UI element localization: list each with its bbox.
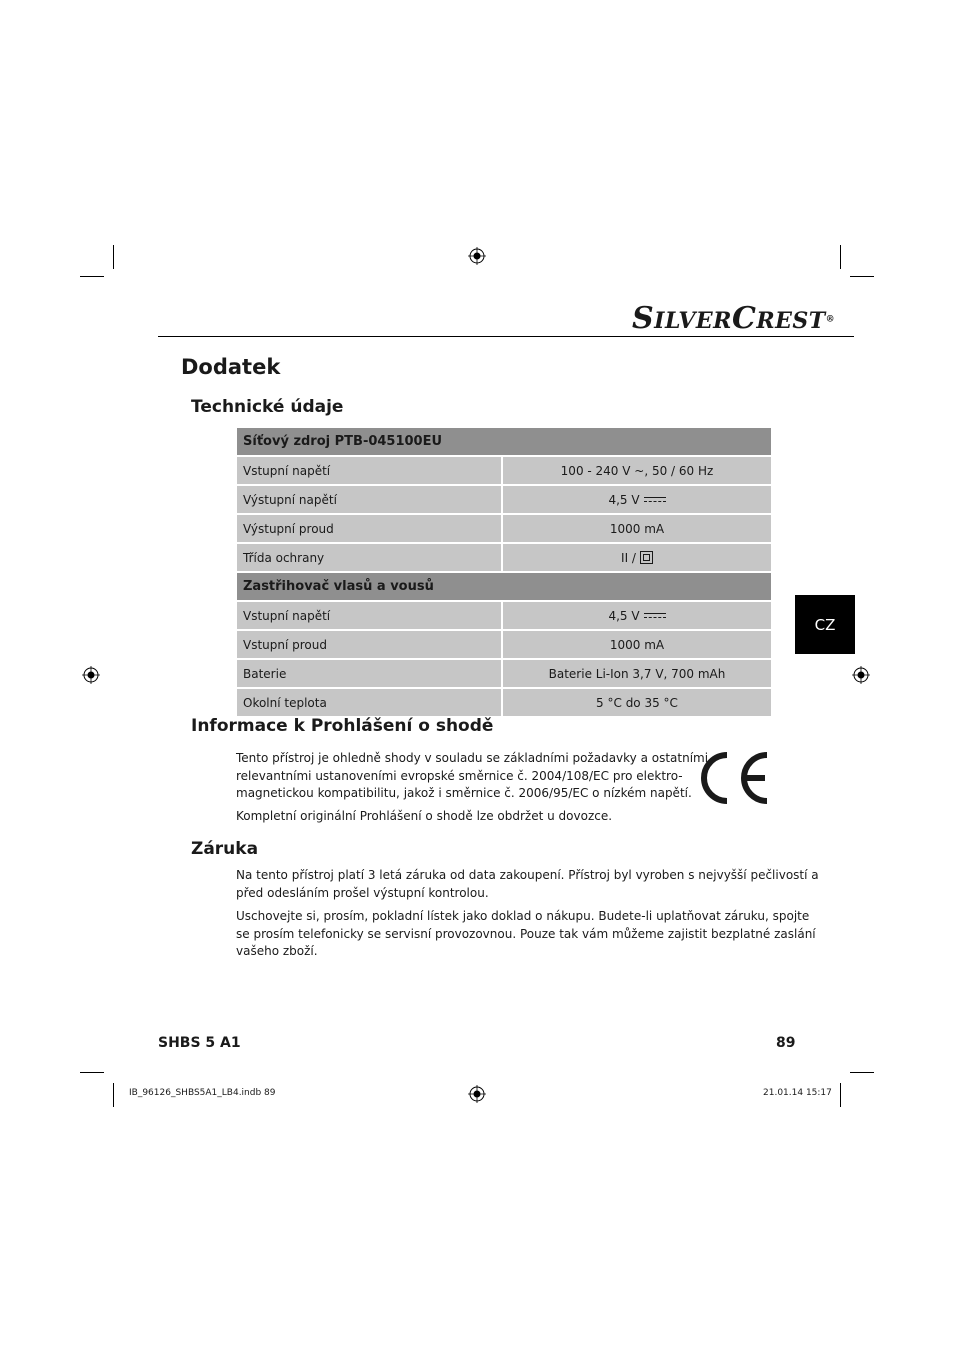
row-label: Vstupní napětí bbox=[237, 457, 501, 484]
specs-table bbox=[237, 428, 771, 718]
print-slug-file: IB_96126_SHBS5A1_LB4.indb 89 bbox=[129, 1088, 276, 1098]
row-value-cell bbox=[503, 486, 771, 513]
registration-mark-icon bbox=[82, 666, 100, 684]
crop-mark bbox=[80, 1072, 104, 1073]
row-label: Výstupní napětí bbox=[237, 486, 501, 513]
text-line: se prosím telefonicky se servisní provozovnou. Pouze tak vám můžeme zajistit bezplatné zaslání bbox=[236, 926, 816, 941]
protection-class-icon bbox=[640, 551, 653, 564]
table-row bbox=[237, 631, 771, 658]
text-line: Tento přístroj je ohledně shody v souladu se základními požadavky a ostatními bbox=[236, 751, 709, 765]
crop-mark bbox=[840, 1083, 841, 1107]
brand-letters: REST bbox=[756, 308, 826, 334]
page-title: Dodatek bbox=[181, 355, 281, 379]
crop-mark bbox=[840, 245, 841, 269]
conformity-note: Kompletní originální Prohlášení o shodě lze obdržet u dovozce. bbox=[236, 809, 613, 823]
row-value: 1000 mA bbox=[503, 515, 771, 542]
language-tab: CZ bbox=[795, 595, 855, 654]
row-value: 100 - 240 V ~, 50 / 60 Hz bbox=[503, 457, 771, 484]
table-row bbox=[237, 660, 771, 687]
row-label: Baterie bbox=[237, 660, 501, 687]
brand-letter: S bbox=[632, 301, 655, 336]
page-number: 89 bbox=[776, 1035, 796, 1051]
table-group-header: Zastřihovač vlasů a vousů bbox=[237, 573, 771, 600]
crop-mark bbox=[850, 1072, 874, 1073]
table-row bbox=[237, 486, 771, 513]
header-rule bbox=[158, 336, 854, 337]
row-label: Třída ochrany bbox=[237, 544, 501, 571]
table-row bbox=[237, 515, 771, 542]
crop-mark bbox=[850, 276, 874, 277]
text-line: relevantními ustanoveními evropské směrnice č. 2004/108/EC pro elektro- bbox=[236, 768, 683, 783]
table-row bbox=[237, 544, 771, 571]
registered-mark: ® bbox=[825, 314, 836, 325]
row-value: 5 °C do 35 °C bbox=[503, 689, 771, 716]
row-value: 1000 mA bbox=[503, 631, 771, 658]
text-line: magnetickou kompatibilitu, jakož i směrnice č. 2006/95/EC o nízkém napětí. bbox=[236, 786, 692, 800]
table-group-header: Síťový zdroj PTB-045100EU bbox=[237, 428, 771, 455]
print-slug-date: 21.01.14 15:17 bbox=[763, 1088, 832, 1098]
brand-letter: C bbox=[731, 301, 757, 336]
crop-mark bbox=[113, 1083, 114, 1107]
dc-symbol-icon bbox=[644, 612, 666, 620]
text-line: vašeho zboží. bbox=[236, 944, 318, 958]
text-line: Uschovejte si, prosím, pokladní lístek jako doklad o nákupu. Budete-li uplatňovat záruku, spojte bbox=[236, 909, 810, 923]
ce-mark-icon bbox=[697, 751, 771, 805]
text-line: před odesláním prošel výstupní kontrolou. bbox=[236, 885, 489, 900]
row-value-cell bbox=[503, 602, 771, 629]
section-heading-tech: Technické údaje bbox=[191, 397, 344, 417]
warranty-paragraph bbox=[236, 867, 819, 902]
row-label: Vstupní napětí bbox=[237, 602, 501, 629]
brand-logo bbox=[632, 301, 835, 335]
section-heading-conformity: Informace k Prohlášení o shodě bbox=[191, 716, 494, 736]
row-label: Vstupní proud bbox=[237, 631, 501, 658]
row-value: Baterie Li-Ion 3,7 V, 700 mAh bbox=[503, 660, 771, 687]
crop-mark bbox=[80, 276, 104, 277]
row-value-cell bbox=[503, 544, 771, 571]
table-row bbox=[237, 689, 771, 716]
registration-mark-icon bbox=[468, 247, 486, 265]
row-value: 4,5 V bbox=[608, 492, 640, 507]
registration-mark-icon bbox=[468, 1085, 486, 1103]
conformity-paragraph bbox=[236, 750, 708, 803]
table-row bbox=[237, 602, 771, 629]
text-line: Na tento přístroj platí 3 letá záruka od data zakoupení. Přístroj byl vyroben s nejvyšší pečlivostí a bbox=[236, 868, 819, 882]
brand-letters: ILVER bbox=[654, 308, 732, 334]
crop-mark bbox=[113, 245, 114, 269]
registration-mark-icon bbox=[852, 666, 870, 684]
row-label: Výstupní proud bbox=[237, 515, 501, 542]
table-row bbox=[237, 457, 771, 484]
warranty-paragraph bbox=[236, 908, 816, 961]
row-value: II / bbox=[621, 550, 636, 565]
row-value: 4,5 V bbox=[608, 608, 640, 623]
dc-symbol-icon bbox=[644, 496, 666, 504]
footer-model: SHBS 5 A1 bbox=[158, 1035, 241, 1051]
row-label: Okolní teplota bbox=[237, 689, 501, 716]
section-heading-warranty: Záruka bbox=[191, 839, 259, 859]
